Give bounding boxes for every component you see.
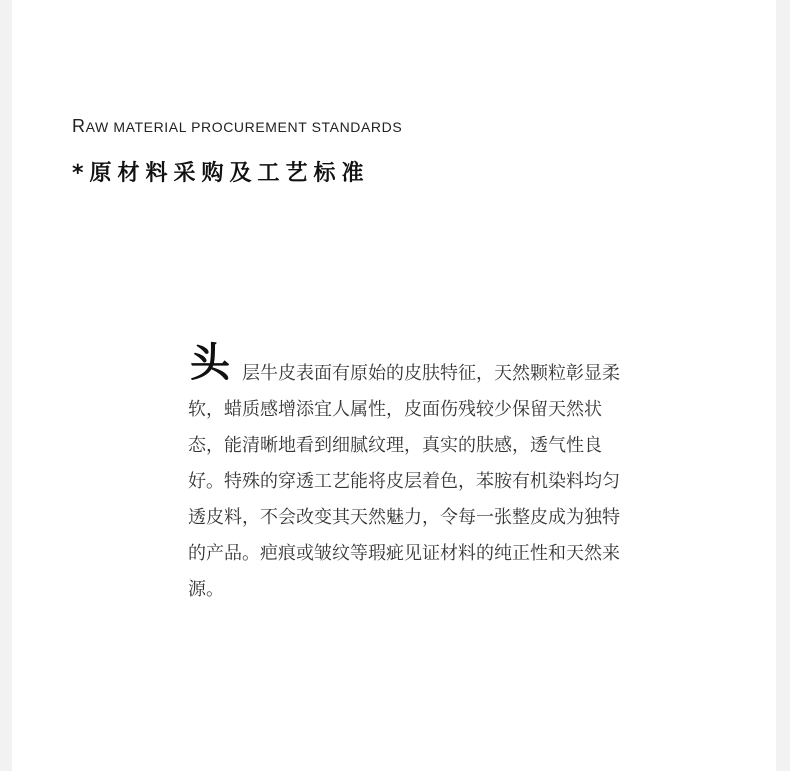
description-paragraph: 层牛皮表面有原始的皮肤特征，天然颗粒彰显柔软，蜡质感增添宜人属性，皮面伤残较少保留天然状态，能清晰地看到细腻纹理，真实的肤感，透气性良好。特殊的穿透工艺能将皮层着色，苯胺有机染料均匀透皮料，不会改变其天然魅力，令每一张整皮成为独特的产品。疤痕或皱纹等瑕疵见证材料的纯正性和天然来源。: [188, 363, 620, 600]
description-block: [188, 340, 628, 608]
content-panel: [12, 0, 776, 771]
subtitle-first-letter: R: [72, 116, 86, 136]
subtitle-rest: AW MATERIAL PROCUREMENT STANDARDS: [85, 119, 403, 135]
section-subtitle-english: [72, 116, 402, 137]
section-title: *原材料采购及工艺标准: [72, 161, 370, 186]
drop-cap: 头: [190, 340, 230, 386]
